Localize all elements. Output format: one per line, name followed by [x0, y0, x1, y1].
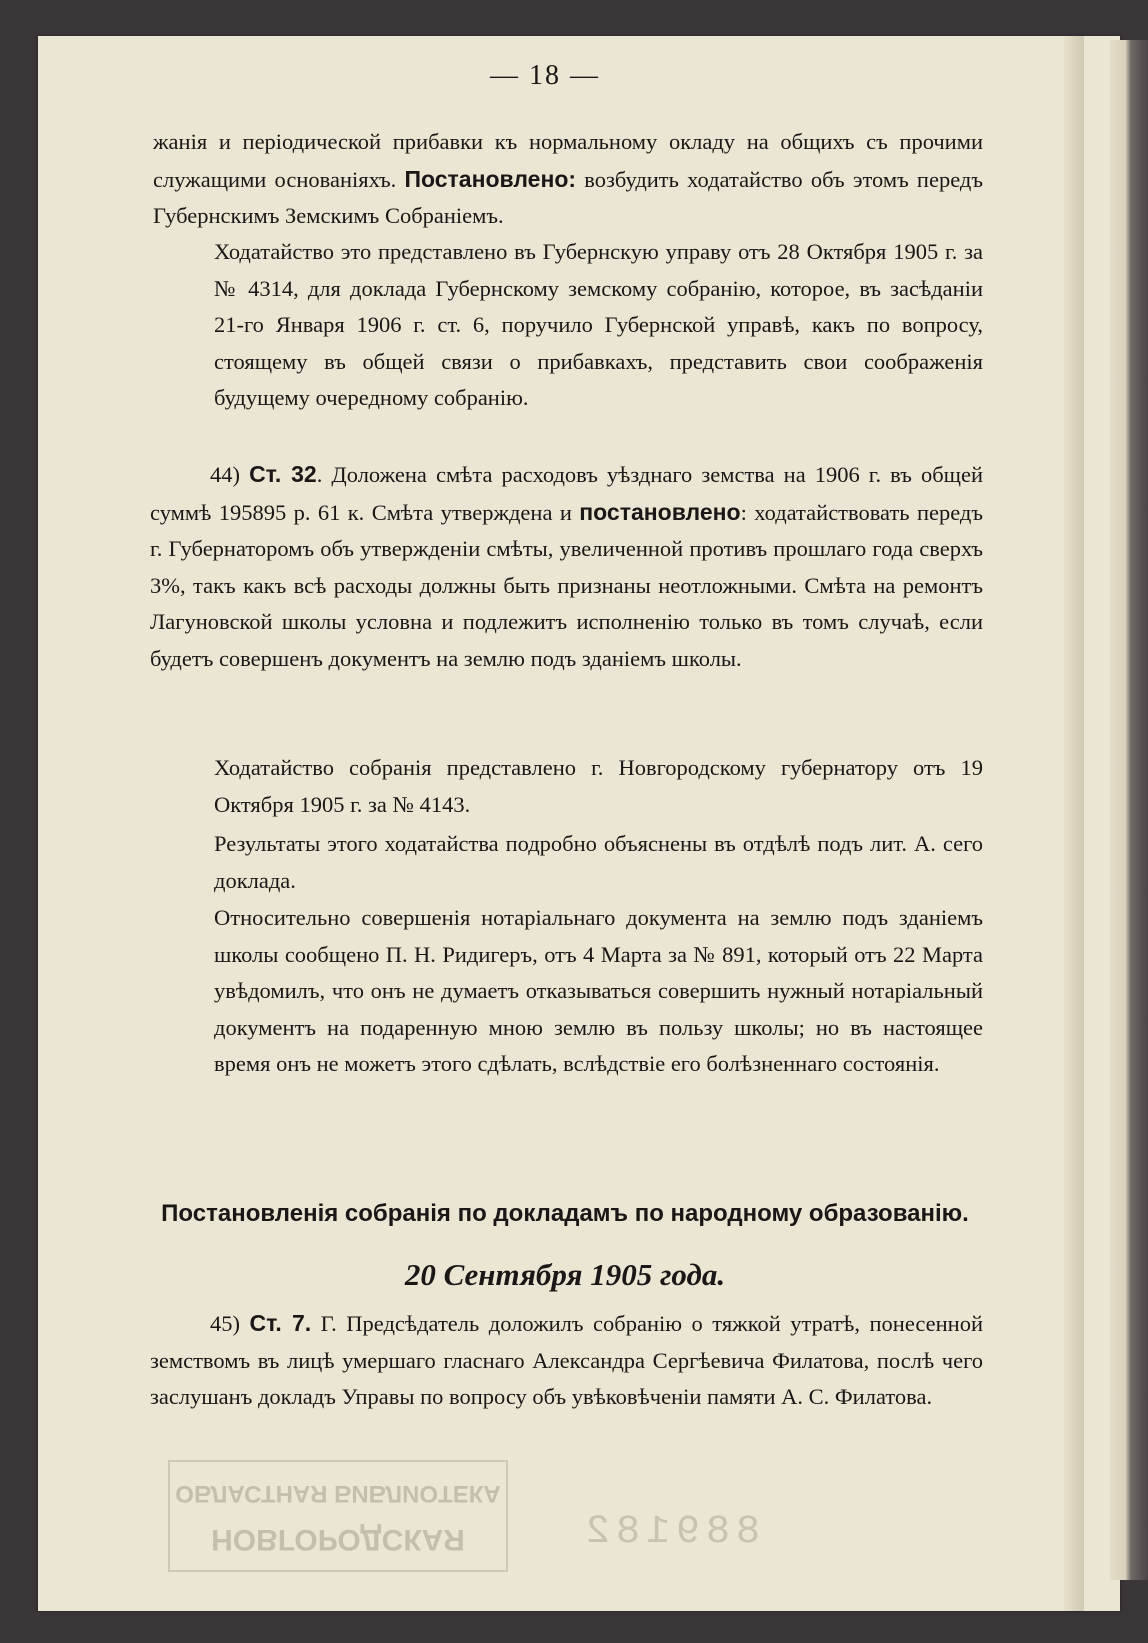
text-run: Относительно совершенія нотаріальнаго документа на землю подъ зданіемъ школы сообщено П. Н. Ридигеръ, отъ 4 Марта за № 891, который отъ 22 Марта увѣдомилъ, что онъ не думаетъ отказываться совершить нужный нотаріальный документъ на подаренную мною землю въ пользу школы; но въ настоящее время онъ не можетъ этого сдѣлать, вслѣдствіе его болѣзненнаго состоянія. [214, 905, 983, 1076]
bold-text: Постановлено: [404, 165, 577, 192]
text-run: . Доложена смѣта расходовъ уѣзднаго земства на 1906 г. въ общей суммѣ 195895 р. 61 к. Смѣта утверждена и [150, 462, 983, 525]
text-run: Ходатайство собранія представлено г. Новгородскому губернатору отъ 19 Октября 1905 г. за № 4143. [214, 755, 983, 817]
paragraph-p1 [153, 124, 983, 235]
paragraph-p7 [150, 1305, 983, 1416]
page-edge [1064, 36, 1084, 1611]
bold-text: постановлено [579, 498, 741, 525]
book-binding [1110, 40, 1148, 1580]
paragraph-p3 [150, 456, 983, 677]
paragraph-p6 [214, 900, 983, 1083]
text-run: Результаты этого ходатайства подробно объяснены въ отдѣлѣ подъ лит. А. сего доклада. [214, 831, 983, 893]
text-run: жанія и періодической прибавки къ нормальному окладу на общихъ съ прочими служащими основаніяхъ. [153, 129, 983, 192]
bold-text: Ст. 32 [249, 461, 317, 487]
section-date: 20 Сентября 1905 года. [404, 1257, 726, 1292]
text-run: Ходатайство это представлено въ Губернскую управу отъ 28 Октября 1905 г. за № 4314, для доклада Губернскому земскому собранію, которое, въ засѣданіи 21-го Января 1906 г. ст. 6, поручило Губернской управѣ, какъ по вопросу, стоящему въ общей связи о прибавкахъ, представить свои соображенія будущему очередному собранію. [214, 239, 983, 410]
text-run: Г. Предсѣдатель доложилъ собранію о тяжкой утратѣ, понесенной земствомъ въ лицѣ умершаго гласнаго Александра Сергѣевича Филатова, послѣ чего заслушанъ докладъ Управы по вопросу объ увѣковѣченіи памяти А. С. Филатова. [150, 1311, 983, 1409]
text-run: 44) [210, 462, 250, 487]
stamp-line-2: ОБЛАСТНАЯ БИБЛИОТЕКА [175, 1480, 501, 1507]
text-run: возбудить ходатайство объ этомъ передъ Губернскимъ Земскимъ Собраніемъ. [153, 166, 983, 228]
section-heading: Постановленія собранія по докладамъ по народному образованію. [161, 1200, 969, 1227]
paragraph-p5 [214, 826, 983, 899]
page-number: — 18 — [490, 60, 600, 91]
text-run: : ходатайствовать передъ г. Губернаторомъ объ утвержденіи смѣты, увеличенной противъ прошлаго года сверхъ 3%, такъ какъ всѣ расходы должны быть признаны неотложными. Смѣта на ремонтъ Лагуновской школы условна и подлежитъ исполненію только въ томъ случаѣ, если будетъ совершенъ документъ на землю подъ зданіемъ школы. [150, 499, 983, 671]
stamp-line-1: НОВГОРОДСКАЯ [211, 1523, 465, 1556]
text-run: 45) [210, 1311, 250, 1336]
paragraph-p4 [214, 750, 983, 823]
bold-text: Ст. 7. [249, 1310, 312, 1336]
inventory-number: 889182 [580, 1510, 761, 1555]
library-stamp [168, 1460, 508, 1572]
paragraph-p2 [214, 234, 983, 417]
